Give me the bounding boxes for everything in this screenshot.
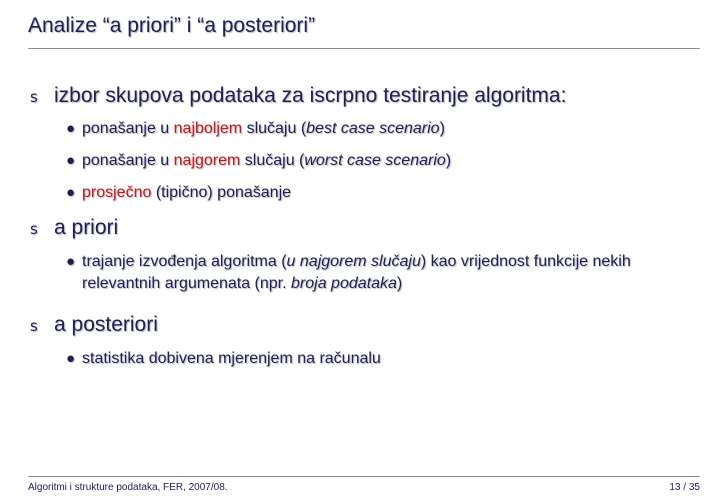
highlight-text: najboljem [173, 120, 243, 137]
subitem-average [66, 182, 698, 204]
text-part: slučaju ( [240, 152, 305, 169]
level1-marker: s [30, 317, 38, 335]
bullet-dot-icon: ● [66, 152, 76, 169]
subitem-text [82, 251, 698, 295]
level1-marker: s [30, 88, 38, 106]
text-part: (tipično) ponašanje [151, 184, 292, 201]
subitem-statistics [66, 348, 698, 370]
text-part: slučaju ( [242, 120, 307, 137]
level1-marker: s [30, 220, 38, 238]
bullet-text: izbor skupova podataka za iscrpno testiranje algoritma: [54, 84, 567, 107]
footer-text: Algoritmi i strukture podataka, FER, 2007/08. [28, 482, 228, 493]
italic-text: worst case scenario [304, 152, 446, 169]
text-part: ) kao vrijednost funkcije nekih relevantnih argumenata (npr. [82, 253, 631, 292]
bullet-item-dataset-selection [30, 84, 566, 108]
text-part: ponašanje u [82, 152, 174, 169]
text-part: ) [439, 120, 445, 137]
bullet-dot-icon: ● [66, 350, 76, 367]
text-part: ponašanje u [82, 120, 174, 137]
subitem-worst-case [66, 150, 698, 172]
highlight-text: najgorem [173, 152, 241, 169]
bullet-dot-icon: ● [66, 253, 76, 270]
page-number: 13 / 35 [669, 482, 700, 493]
footer-divider [28, 476, 700, 477]
bullet-dot-icon: ● [66, 184, 76, 201]
bullet-item-a-posteriori [30, 313, 158, 337]
text-part: ) [396, 275, 403, 292]
slide-title: Analize “a priori” i “a posteriori” [28, 14, 316, 37]
subitem-text [82, 182, 291, 204]
subitem-best-case [66, 118, 698, 140]
italic-text: broja podataka [291, 275, 397, 292]
subitem-text [82, 118, 445, 140]
text-part: ) [445, 152, 452, 169]
bullet-dot-icon: ● [66, 120, 76, 137]
subitem-text: statistika dobivena mjerenjem na računalu [82, 350, 381, 367]
bullet-text: a posteriori [54, 313, 158, 336]
italic-text: best case scenario [306, 120, 440, 137]
bullet-item-a-priori [30, 216, 118, 240]
bullet-text: a priori [54, 216, 119, 239]
highlight-text: prosječno [82, 184, 152, 201]
title-divider [28, 48, 700, 49]
text-part: trajanje izvođenja algoritma ( [82, 253, 287, 270]
subitem-execution-time [66, 251, 698, 295]
italic-text: u najgorem slučaju [286, 253, 421, 270]
subitem-text [82, 150, 451, 172]
